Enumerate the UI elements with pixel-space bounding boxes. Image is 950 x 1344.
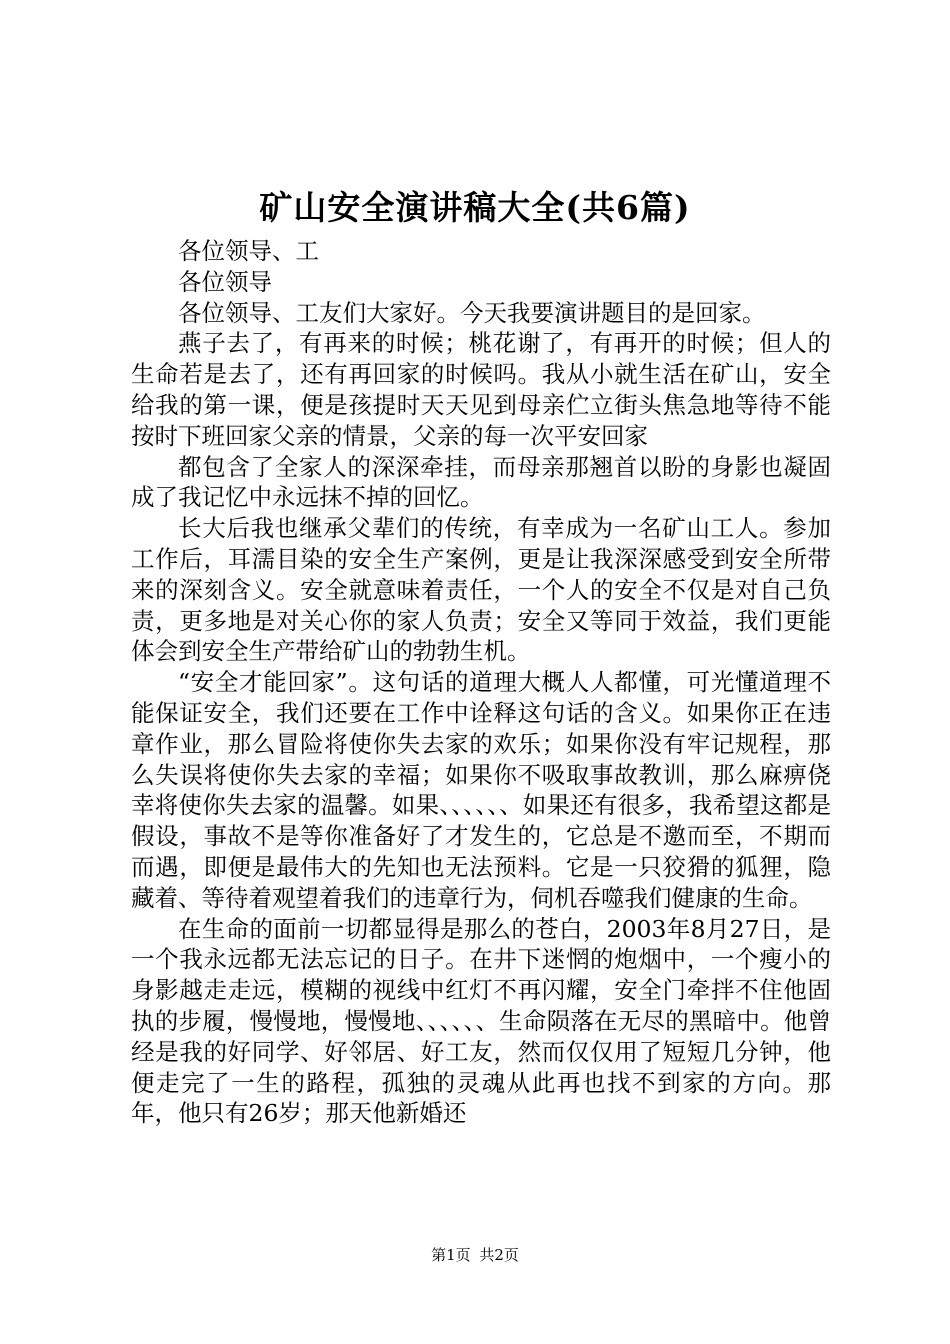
document-body: [131, 236, 831, 1129]
paragraph: 在生命的面前一切都显得是那么的苍白，2003年8月27日，是一个我永远都无法忘记的日子。在井下迷惘的炮烟中，一个瘦小的身影越走走远，模糊的视线中红灯不再闪耀，安全门牵拌不住他固执的步履，慢慢地，慢慢地、、、、、、生命陨落在无尽的黑暗中。他曾经是我的好同学、好邻居、好工友，然而仅仅用了短短几分钟，他便走完了一生的路程，孤独的灵魂从此再也找不到家的方向。那年，他只有26岁；那天他新婚还: [131, 914, 831, 1128]
paragraph: 长大后我也继承父辈们的传统，有幸成为一名矿山工人。参加工作后，耳濡目染的安全生产案例，更是让我深深感受到安全所带来的深刻含义。安全就意味着责任，一个人的安全不仅是对自己负责，更多地是对关心你的家人负责；安全又等同于效益，我们更能体会到安全生产带给矿山的勃勃生机。: [131, 514, 831, 666]
document-title: 矿山安全演讲稿大全(共6篇): [259, 188, 691, 227]
page-footer: [0, 1244, 950, 1266]
page-number: 第1页: [431, 1246, 471, 1264]
paragraph: 各位领导、工友们大家好。今天我要演讲题目的是回家。: [178, 298, 766, 327]
paragraph: 燕子去了，有再来的时候；桃花谢了，有再开的时候；但人的生命若是去了，还有再回家的时候吗。我从小就生活在矿山，安全给我的第一课，便是孩提时天天见到母亲伫立街头焦急地等待不能按时下班回家父亲的情景，父亲的每一次平安回家: [131, 329, 831, 450]
paragraph: 都包含了全家人的深深牵挂，而母亲那翘首以盼的身影也凝固成了我记忆中永远抹不掉的回忆。: [131, 452, 831, 512]
paragraph: 各位领导、工: [178, 237, 319, 265]
paragraph: 各位领导: [178, 267, 272, 296]
paragraph: “安全才能回家”。这句话的道理大概人人都懂，可光懂道理不能保证安全，我们还要在工作中诠释这句话的含义。如果你正在违章作业，那么冒险将使你失去家的欢乐；如果你没有牢记规程，那么失误将使你失去家的幸福；如果你不吸取事故教训，那么麻痹侥幸将使你失去家的温馨。如果、、、、、、如果还有很多，我希望这都是假设，事故不是等你准备好了才发生的，它总是不邀而至，不期而而遇，即便是最伟大的先知也无法预料。它是一只狡猾的狐狸，隐藏着、等待着观望着我们的违章行为，伺机吞噬我们健康的生命。: [131, 668, 831, 912]
page-total: 共2页: [479, 1246, 519, 1264]
